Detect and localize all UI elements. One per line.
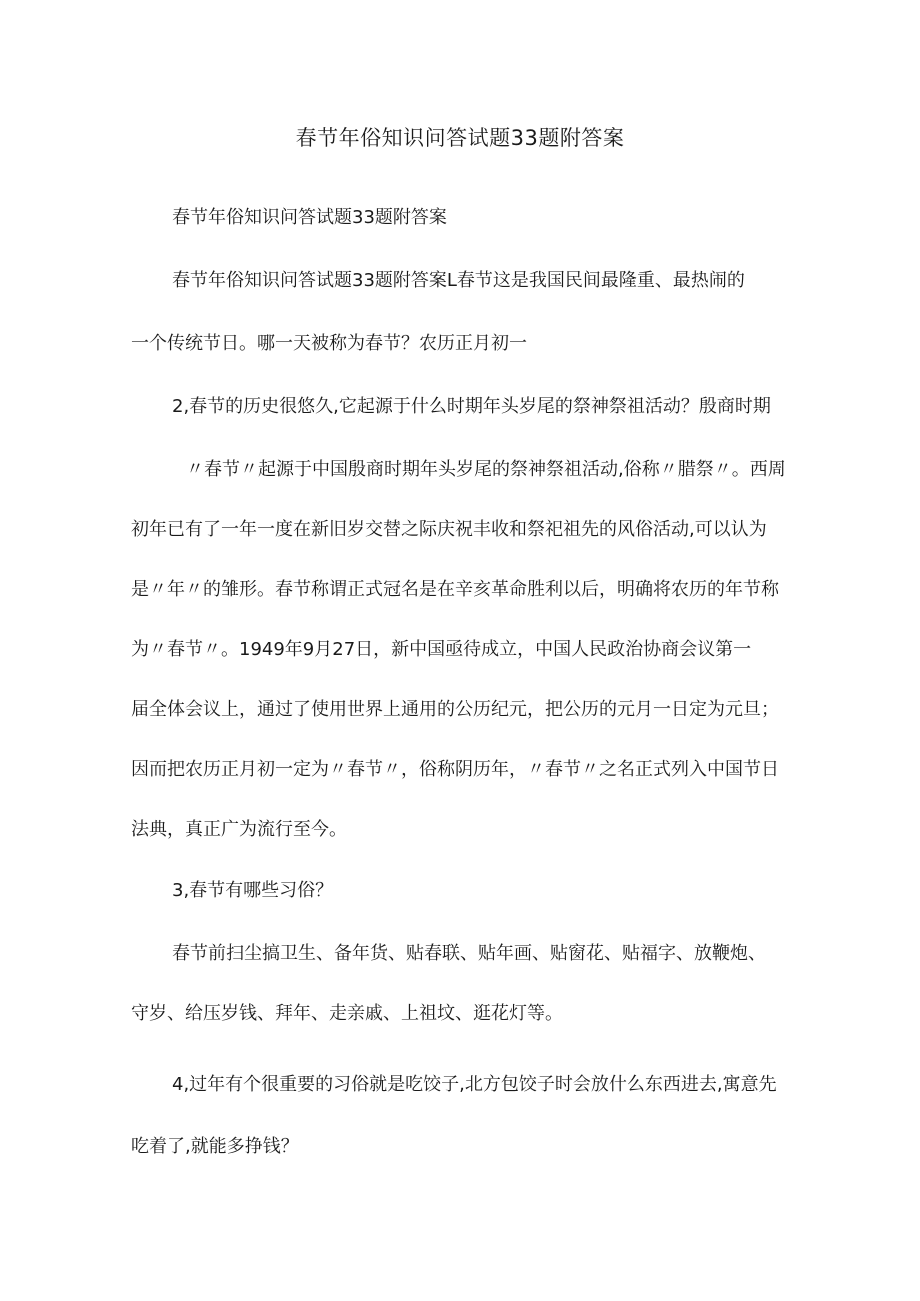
paragraph-line: 因而把农历正月初一定为〃春节〃，俗称阴历年，〃春节〃之名正式列入中国节日 — [131, 759, 779, 780]
paragraph-line: 初年已有了一年一度在新旧岁交替之际庆祝丰收和祭祀祖先的风俗活动,可以认为 — [131, 519, 767, 540]
paragraph-line: 〃春节〃起源于中国殷商时期年头岁尾的祭神祭祖活动,俗称〃腊祭〃。西周 — [186, 459, 786, 480]
paragraph-line: 一个传统节日。哪一天被称为春节？农历正月初一 — [131, 333, 527, 354]
question-line: 4,过年有个很重要的习俗就是吃饺子,北方包饺子时会放什么东西进去,寓意先 — [172, 1074, 777, 1095]
paragraph-line: 是〃年〃的雏形。春节称谓正式冠名是在辛亥革命胜利以后，明确将农历的年节称 — [131, 579, 779, 600]
question-line: 3,春节有哪些习俗？ — [172, 880, 334, 901]
question-line: 2,春节的历史很悠久,它起源于什么时期年头岁尾的祭神祭祖活动？殷商时期 — [172, 396, 771, 417]
paragraph-line: 届全体会议上，通过了使用世界上通用的公历纪元，把公历的元月一日定为元旦； — [131, 699, 779, 720]
subtitle-line: 春节年俗知识问答试题33题附答案 — [172, 207, 447, 228]
paragraph-line: 春节前扫尘搞卫生、备年货、贴春联、贴年画、贴窗花、贴福字、放鞭炮、 — [172, 943, 766, 964]
document-title: 春节年俗知识问答试题33题附答案 — [295, 126, 625, 150]
paragraph-line: 法典，真正广为流行至今。 — [131, 819, 347, 840]
paragraph-line: 春节年俗知识问答试题33题附答案L春节这是我国民间最隆重、最热闹的 — [172, 270, 745, 291]
paragraph-line: 为〃春节〃。1949年9月27日，新中国亟待成立，中国人民政治协商会议第一 — [131, 639, 752, 660]
question-line: 吃着了,就能多挣钱？ — [131, 1136, 299, 1157]
paragraph-line: 守岁、给压岁钱、拜年、走亲戚、上祖坟、逛花灯等。 — [131, 1003, 563, 1024]
